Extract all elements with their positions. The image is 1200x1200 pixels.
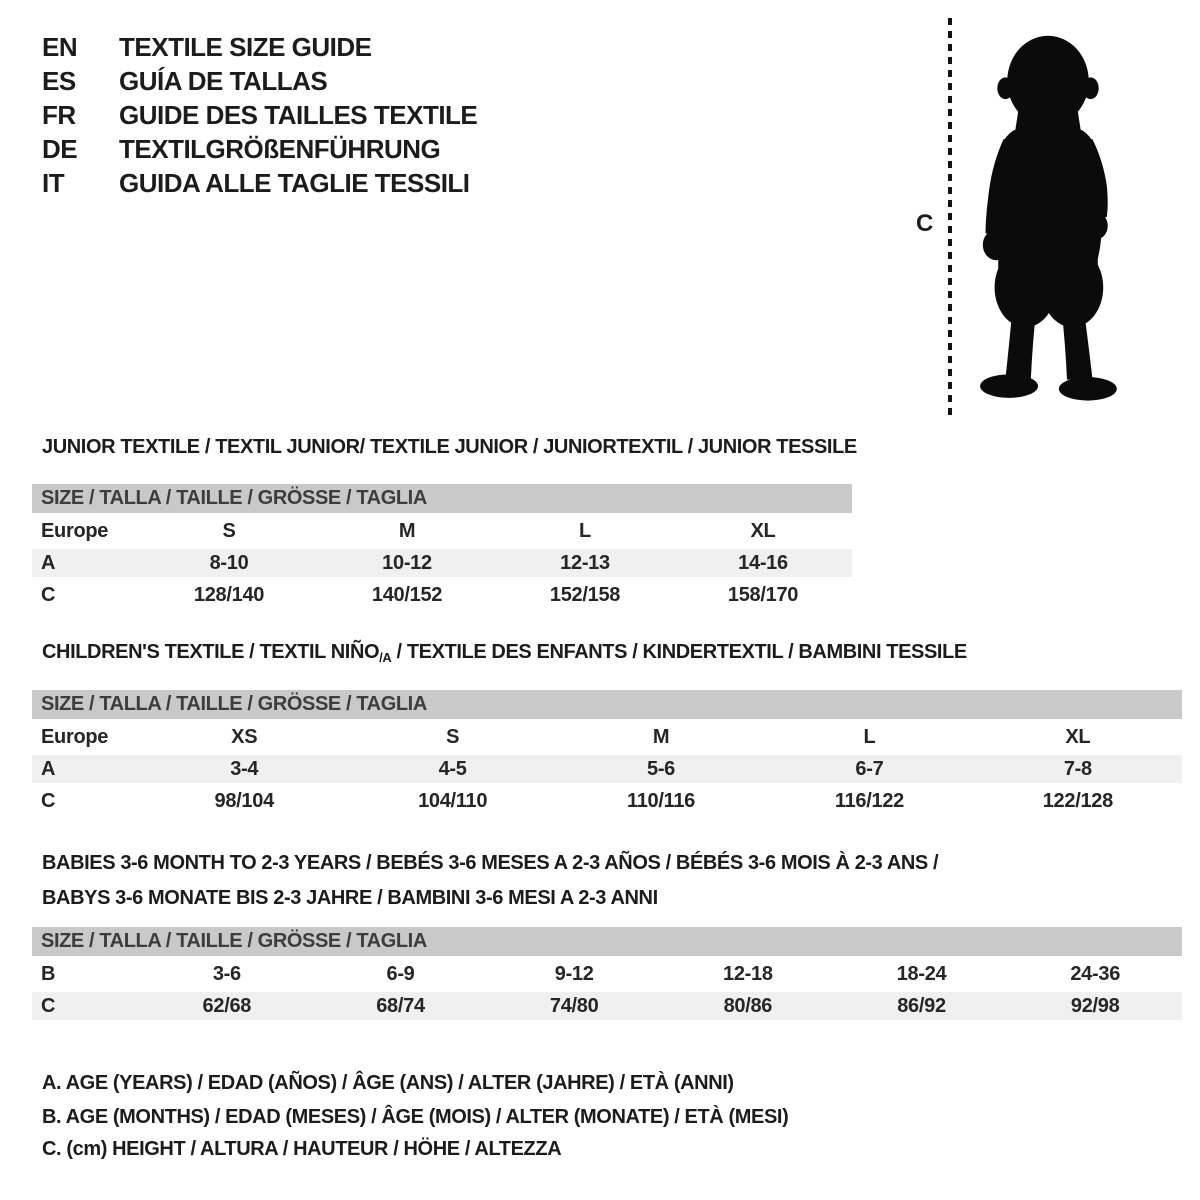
height-cell: 110/116 xyxy=(627,789,696,812)
age-cell: 9-12 xyxy=(554,962,594,985)
table-row-height xyxy=(32,990,1182,1022)
height-measure-dashed-line xyxy=(948,18,952,416)
age-cell: 3-6 xyxy=(212,962,241,985)
size-cell: L xyxy=(863,725,876,748)
age-cell: 3-4 xyxy=(230,757,259,780)
table-row-height xyxy=(32,785,1182,817)
table-row-months xyxy=(32,958,1182,990)
row-label: C xyxy=(41,583,56,606)
table-row-europe xyxy=(32,721,1182,753)
height-cell: 92/98 xyxy=(1070,994,1120,1017)
language-row-fr xyxy=(42,98,477,132)
row-label: C xyxy=(41,789,56,812)
age-cell: 10-12 xyxy=(382,551,432,574)
language-title: GUIDA ALLE TAGLIE TESSILI xyxy=(119,167,470,198)
age-cell: 14-16 xyxy=(738,551,788,574)
age-cell: 12-13 xyxy=(560,551,610,574)
language-title: TEXTILE SIZE GUIDE xyxy=(119,31,372,62)
size-header-bar: SIZE / TALLA / TAILLE / GRÖSSE / TAGLIA xyxy=(32,484,852,513)
language-title: GUÍA DE TALLAS xyxy=(119,65,328,96)
measure-label-c: C xyxy=(916,210,934,237)
age-cell: 5-6 xyxy=(647,757,676,780)
size-cell: S xyxy=(222,519,236,542)
height-cell: 152/158 xyxy=(549,583,621,606)
height-cell: 140/152 xyxy=(371,583,443,606)
silhouette-foot-left xyxy=(980,374,1038,398)
size-cell: L xyxy=(579,519,591,542)
size-header-bar: SIZE / TALLA / TAILLE / GRÖSSE / TAGLIA xyxy=(32,690,1182,719)
row-label: Europe xyxy=(41,725,109,748)
language-list xyxy=(42,30,477,200)
height-cell: 74/80 xyxy=(549,994,599,1017)
height-cell: 86/92 xyxy=(897,994,946,1017)
age-cell: 8-10 xyxy=(209,551,249,574)
size-cell: M xyxy=(652,725,670,748)
row-label: C xyxy=(41,994,56,1017)
height-cell: 128/140 xyxy=(193,583,265,606)
junior-size-table xyxy=(32,484,852,611)
size-cell: XL xyxy=(750,519,776,542)
size-header-bar: SIZE / TALLA / TAILLE / GRÖSSE / TAGLIA xyxy=(32,927,1182,956)
table-row-height xyxy=(32,579,852,611)
table-row-age xyxy=(32,547,852,579)
language-title: TEXTILGRÖßENFÜHRUNG xyxy=(119,133,441,164)
babies-heading-line1: BABIES 3-6 MONTH TO 2-3 YEARS / BEBÉS 3-6 MESES A 2-3 AÑOS / BÉBÉS 3-6 MOIS À 2-3 ANS / xyxy=(42,852,939,874)
language-row-en xyxy=(42,30,477,64)
language-row-it xyxy=(42,166,477,200)
size-cell: S xyxy=(446,725,460,748)
age-cell: 6-9 xyxy=(386,962,415,985)
height-cell: 116/122 xyxy=(834,789,904,812)
silhouette-ear-right xyxy=(1082,77,1098,99)
height-cell: 80/86 xyxy=(723,994,773,1017)
size-cell: M xyxy=(398,519,416,542)
size-cell: XS xyxy=(231,725,258,748)
height-cell: 62/68 xyxy=(202,994,252,1017)
toddler-silhouette xyxy=(962,15,1134,415)
height-cell: 158/170 xyxy=(727,583,799,606)
row-label: A xyxy=(41,757,56,780)
babies-size-table xyxy=(32,927,1182,1022)
row-label: A xyxy=(41,551,56,574)
age-cell: 4-5 xyxy=(438,757,467,780)
children-heading-suffix: / TEXTILE DES ENFANTS / KINDERTEXTIL / BAMBINI TESSILE xyxy=(391,641,967,663)
language-code: DE xyxy=(42,133,78,164)
language-code: FR xyxy=(42,99,76,130)
footnote-age-months: B. AGE (MONTHS) / EDAD (MESES) / ÂGE (MOIS) / ALTER (MONATE) / ETÀ (MESI) xyxy=(42,1106,789,1128)
footnote-age-years: A. AGE (YEARS) / EDAD (AÑOS) / ÂGE (ANS) / ALTER (JAHRE) / ETÀ (ANNI) xyxy=(42,1072,734,1094)
silhouette-ear-left xyxy=(997,77,1013,99)
size-cell: XL xyxy=(1065,725,1091,748)
children-heading-prefix: CHILDREN'S TEXTILE / TEXTIL NIÑO xyxy=(42,641,380,663)
table-row-europe xyxy=(32,515,852,547)
language-code: EN xyxy=(42,31,78,62)
language-row-es xyxy=(42,64,477,98)
age-cell: 24-36 xyxy=(1070,962,1121,985)
height-cell: 98/104 xyxy=(214,789,274,812)
children-size-table xyxy=(32,690,1182,817)
height-cell: 122/128 xyxy=(1042,789,1113,812)
silhouette-foot-right xyxy=(1059,377,1117,401)
table-row-age xyxy=(32,753,1182,785)
age-cell: 18-24 xyxy=(896,962,947,985)
section-heading-babies xyxy=(42,846,938,916)
age-cell: 12-18 xyxy=(723,962,773,985)
children-heading-sub: /A xyxy=(379,650,392,665)
height-cell: 68/74 xyxy=(376,994,425,1017)
age-cell: 7-8 xyxy=(1063,757,1092,780)
language-row-de xyxy=(42,132,477,166)
height-cell: 104/110 xyxy=(418,789,488,812)
section-heading-children xyxy=(42,641,967,665)
babies-heading-line2: BABYS 3-6 MONATE BIS 2-3 JAHRE / BAMBINI 3-6 MESI A 2-3 ANNI xyxy=(42,887,658,909)
row-label: Europe xyxy=(41,519,109,542)
silhouette-hand-right xyxy=(1084,212,1108,239)
section-heading-junior: JUNIOR TEXTILE / TEXTIL JUNIOR/ TEXTILE JUNIOR / JUNIORTEXTIL / JUNIOR TESSILE xyxy=(42,436,857,458)
age-cell: 6-7 xyxy=(855,757,884,780)
language-code: IT xyxy=(42,167,65,198)
footnote-height-cm: C. (cm) HEIGHT / ALTURA / HAUTEUR / HÖHE / ALTEZZA xyxy=(42,1138,562,1160)
language-code: ES xyxy=(42,65,76,96)
row-label: B xyxy=(41,962,56,985)
language-title: GUIDE DES TAILLES TEXTILE xyxy=(119,99,478,130)
